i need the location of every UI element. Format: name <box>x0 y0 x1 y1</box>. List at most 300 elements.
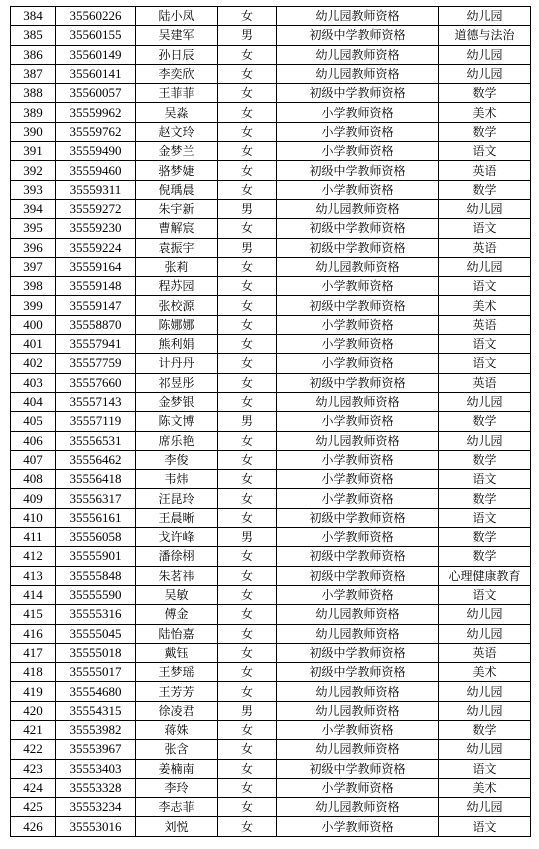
cell-subject: 数学 <box>439 180 531 199</box>
cell-gender: 女 <box>218 219 277 238</box>
cell-name: 吴敏 <box>136 585 218 604</box>
cell-candidate-id: 35557119 <box>56 412 136 431</box>
cell-gender: 男 <box>218 199 277 218</box>
cell-qualification: 初级中学教师资格 <box>277 26 439 45</box>
cell-gender: 男 <box>218 238 277 257</box>
table-row <box>11 199 531 218</box>
cell-qualification: 幼儿园教师资格 <box>277 605 439 624</box>
cell-qualification: 幼儿园教师资格 <box>277 45 439 64</box>
cell-gender: 女 <box>218 64 277 83</box>
cell-name: 王菲菲 <box>136 84 218 103</box>
cell-subject: 语文 <box>439 470 531 489</box>
cell-gender: 女 <box>218 84 277 103</box>
cell-gender: 女 <box>218 354 277 373</box>
cell-subject: 英语 <box>439 643 531 662</box>
cell-candidate-id: 35556462 <box>56 450 136 469</box>
cell-name: 戴钰 <box>136 643 218 662</box>
cell-name: 陆小凤 <box>136 7 218 26</box>
cell-subject: 美术 <box>439 778 531 797</box>
cell-qualification: 初级中学教师资格 <box>277 643 439 662</box>
cell-qualification: 幼儿园教师资格 <box>277 682 439 701</box>
cell-serial-number: 392 <box>11 161 56 180</box>
cell-subject: 数学 <box>439 450 531 469</box>
cell-qualification: 初级中学教师资格 <box>277 547 439 566</box>
cell-name: 徐凌君 <box>136 701 218 720</box>
table-row <box>11 161 531 180</box>
table-row <box>11 296 531 315</box>
cell-name: 张含 <box>136 740 218 759</box>
cell-candidate-id: 35553234 <box>56 798 136 817</box>
cell-subject: 语文 <box>439 277 531 296</box>
cell-gender: 女 <box>218 778 277 797</box>
cell-serial-number: 408 <box>11 470 56 489</box>
table-row <box>11 257 531 276</box>
cell-name: 曹解宸 <box>136 219 218 238</box>
table-row <box>11 392 531 411</box>
cell-candidate-id: 35557941 <box>56 335 136 354</box>
cell-gender: 女 <box>218 605 277 624</box>
cell-gender: 女 <box>218 335 277 354</box>
cell-gender: 女 <box>218 122 277 141</box>
cell-candidate-id: 35556058 <box>56 528 136 547</box>
cell-name: 蒋姝 <box>136 720 218 739</box>
cell-name: 李玲 <box>136 778 218 797</box>
table-row <box>11 740 531 759</box>
cell-serial-number: 394 <box>11 199 56 218</box>
cell-name: 王芳芳 <box>136 682 218 701</box>
cell-name: 戈许峰 <box>136 528 218 547</box>
cell-candidate-id: 35560149 <box>56 45 136 64</box>
cell-candidate-id: 35553403 <box>56 759 136 778</box>
cell-qualification: 小学教师资格 <box>277 470 439 489</box>
cell-gender: 女 <box>218 566 277 585</box>
cell-serial-number: 409 <box>11 489 56 508</box>
cell-qualification: 小学教师资格 <box>277 103 439 122</box>
cell-serial-number: 415 <box>11 605 56 624</box>
cell-qualification: 小学教师资格 <box>277 720 439 739</box>
cell-candidate-id: 35559460 <box>56 161 136 180</box>
cell-subject: 道德与法治 <box>439 26 531 45</box>
cell-qualification: 初级中学教师资格 <box>277 161 439 180</box>
cell-name: 李志菲 <box>136 798 218 817</box>
cell-subject: 语文 <box>439 759 531 778</box>
cell-candidate-id: 35557143 <box>56 392 136 411</box>
cell-name: 李奕欣 <box>136 64 218 83</box>
cell-qualification: 小学教师资格 <box>277 528 439 547</box>
cell-qualification: 初级中学教师资格 <box>277 566 439 585</box>
table-row <box>11 84 531 103</box>
cell-qualification: 幼儿园教师资格 <box>277 199 439 218</box>
cell-candidate-id: 35554315 <box>56 701 136 720</box>
cell-serial-number: 406 <box>11 431 56 450</box>
cell-name: 席乐艳 <box>136 431 218 450</box>
table-row <box>11 605 531 624</box>
cell-candidate-id: 35556418 <box>56 470 136 489</box>
cell-serial-number: 385 <box>11 26 56 45</box>
cell-gender: 男 <box>218 701 277 720</box>
cell-qualification: 小学教师资格 <box>277 817 439 836</box>
cell-candidate-id: 35553982 <box>56 720 136 739</box>
cell-gender: 女 <box>218 277 277 296</box>
table-row <box>11 277 531 296</box>
cell-candidate-id: 35557759 <box>56 354 136 373</box>
cell-gender: 女 <box>218 257 277 276</box>
table-row <box>11 450 531 469</box>
cell-qualification: 初级中学教师资格 <box>277 219 439 238</box>
cell-candidate-id: 35556531 <box>56 431 136 450</box>
cell-gender: 女 <box>218 643 277 662</box>
cell-gender: 女 <box>218 740 277 759</box>
cell-gender: 女 <box>218 470 277 489</box>
cell-candidate-id: 35560057 <box>56 84 136 103</box>
cell-subject: 幼儿园 <box>439 682 531 701</box>
table-row <box>11 219 531 238</box>
cell-gender: 女 <box>218 296 277 315</box>
cell-gender: 女 <box>218 720 277 739</box>
table-row <box>11 373 531 392</box>
cell-subject: 幼儿园 <box>439 64 531 83</box>
cell-serial-number: 413 <box>11 566 56 585</box>
table-row <box>11 566 531 585</box>
cell-qualification: 小学教师资格 <box>277 354 439 373</box>
cell-name: 韦炜 <box>136 470 218 489</box>
cell-candidate-id: 35558870 <box>56 315 136 334</box>
cell-name: 李俊 <box>136 450 218 469</box>
cell-subject: 幼儿园 <box>439 605 531 624</box>
cell-serial-number: 393 <box>11 180 56 199</box>
cell-subject: 数学 <box>439 547 531 566</box>
cell-serial-number: 422 <box>11 740 56 759</box>
cell-candidate-id: 35560155 <box>56 26 136 45</box>
cell-name: 朱宇新 <box>136 199 218 218</box>
cell-gender: 女 <box>218 585 277 604</box>
cell-subject: 美术 <box>439 296 531 315</box>
cell-gender: 女 <box>218 547 277 566</box>
cell-qualification: 幼儿园教师资格 <box>277 740 439 759</box>
cell-candidate-id: 35559230 <box>56 219 136 238</box>
table-row <box>11 354 531 373</box>
cell-name: 王晨晰 <box>136 508 218 527</box>
cell-candidate-id: 35559164 <box>56 257 136 276</box>
cell-gender: 女 <box>218 373 277 392</box>
cell-serial-number: 411 <box>11 528 56 547</box>
cell-name: 祁昱彤 <box>136 373 218 392</box>
cell-gender: 女 <box>218 489 277 508</box>
cell-serial-number: 401 <box>11 335 56 354</box>
table-row <box>11 663 531 682</box>
cell-qualification: 小学教师资格 <box>277 778 439 797</box>
cell-serial-number: 390 <box>11 122 56 141</box>
cell-name: 熊利娟 <box>136 335 218 354</box>
cell-serial-number: 423 <box>11 759 56 778</box>
table-row <box>11 817 531 836</box>
cell-candidate-id: 35560141 <box>56 64 136 83</box>
cell-gender: 女 <box>218 45 277 64</box>
cell-qualification: 幼儿园教师资格 <box>277 798 439 817</box>
cell-candidate-id: 35559490 <box>56 142 136 161</box>
cell-qualification: 初级中学教师资格 <box>277 759 439 778</box>
cell-serial-number: 388 <box>11 84 56 103</box>
cell-candidate-id: 35555018 <box>56 643 136 662</box>
cell-serial-number: 420 <box>11 701 56 720</box>
cell-serial-number: 402 <box>11 354 56 373</box>
cell-serial-number: 387 <box>11 64 56 83</box>
table-row <box>11 682 531 701</box>
cell-subject: 语文 <box>439 142 531 161</box>
cell-gender: 女 <box>218 759 277 778</box>
cell-serial-number: 403 <box>11 373 56 392</box>
cell-qualification: 幼儿园教师资格 <box>277 64 439 83</box>
table-row <box>11 720 531 739</box>
cell-qualification: 初级中学教师资格 <box>277 663 439 682</box>
cell-serial-number: 425 <box>11 798 56 817</box>
cell-qualification: 小学教师资格 <box>277 122 439 141</box>
table-row <box>11 335 531 354</box>
results-table <box>10 6 531 837</box>
cell-serial-number: 426 <box>11 817 56 836</box>
table-row <box>11 528 531 547</box>
cell-candidate-id: 35553967 <box>56 740 136 759</box>
table-row <box>11 64 531 83</box>
cell-candidate-id: 35555901 <box>56 547 136 566</box>
cell-name: 朱茗祎 <box>136 566 218 585</box>
cell-gender: 女 <box>218 798 277 817</box>
cell-subject: 幼儿园 <box>439 257 531 276</box>
cell-name: 孙日辰 <box>136 45 218 64</box>
cell-subject: 数学 <box>439 528 531 547</box>
table-row <box>11 180 531 199</box>
cell-qualification: 初级中学教师资格 <box>277 508 439 527</box>
cell-serial-number: 391 <box>11 142 56 161</box>
table-row <box>11 7 531 26</box>
cell-qualification: 小学教师资格 <box>277 180 439 199</box>
cell-gender: 女 <box>218 161 277 180</box>
cell-qualification: 小学教师资格 <box>277 335 439 354</box>
table-row <box>11 508 531 527</box>
cell-candidate-id: 35559962 <box>56 103 136 122</box>
cell-qualification: 初级中学教师资格 <box>277 84 439 103</box>
cell-subject: 幼儿园 <box>439 45 531 64</box>
cell-candidate-id: 35555590 <box>56 585 136 604</box>
cell-subject: 幼儿园 <box>439 798 531 817</box>
cell-candidate-id: 35559272 <box>56 199 136 218</box>
table-row <box>11 122 531 141</box>
cell-name: 倪瑀晨 <box>136 180 218 199</box>
cell-gender: 女 <box>218 431 277 450</box>
cell-serial-number: 389 <box>11 103 56 122</box>
cell-serial-number: 396 <box>11 238 56 257</box>
cell-qualification: 小学教师资格 <box>277 412 439 431</box>
cell-candidate-id: 35556161 <box>56 508 136 527</box>
table-row <box>11 778 531 797</box>
cell-candidate-id: 35555045 <box>56 624 136 643</box>
cell-subject: 幼儿园 <box>439 431 531 450</box>
cell-gender: 女 <box>218 180 277 199</box>
cell-qualification: 幼儿园教师资格 <box>277 392 439 411</box>
cell-qualification: 幼儿园教师资格 <box>277 257 439 276</box>
cell-serial-number: 405 <box>11 412 56 431</box>
document-page <box>10 6 531 837</box>
cell-name: 金梦银 <box>136 392 218 411</box>
cell-subject: 美术 <box>439 103 531 122</box>
table-row <box>11 142 531 161</box>
cell-name: 陆怡嘉 <box>136 624 218 643</box>
cell-serial-number: 399 <box>11 296 56 315</box>
table-row <box>11 759 531 778</box>
cell-serial-number: 395 <box>11 219 56 238</box>
cell-serial-number: 414 <box>11 585 56 604</box>
cell-serial-number: 424 <box>11 778 56 797</box>
cell-qualification: 小学教师资格 <box>277 142 439 161</box>
cell-subject: 幼儿园 <box>439 199 531 218</box>
cell-candidate-id: 35559311 <box>56 180 136 199</box>
cell-qualification: 幼儿园教师资格 <box>277 7 439 26</box>
cell-qualification: 初级中学教师资格 <box>277 373 439 392</box>
cell-gender: 女 <box>218 7 277 26</box>
cell-serial-number: 398 <box>11 277 56 296</box>
cell-subject: 语文 <box>439 335 531 354</box>
cell-serial-number: 397 <box>11 257 56 276</box>
cell-subject: 心理健康教育 <box>439 566 531 585</box>
cell-qualification: 小学教师资格 <box>277 450 439 469</box>
cell-qualification: 小学教师资格 <box>277 489 439 508</box>
cell-subject: 数学 <box>439 489 531 508</box>
cell-subject: 幼儿园 <box>439 701 531 720</box>
cell-candidate-id: 35555316 <box>56 605 136 624</box>
cell-name: 骆梦婕 <box>136 161 218 180</box>
cell-gender: 女 <box>218 103 277 122</box>
cell-name: 刘悦 <box>136 817 218 836</box>
cell-gender: 男 <box>218 26 277 45</box>
cell-candidate-id: 35554680 <box>56 682 136 701</box>
cell-subject: 数学 <box>439 84 531 103</box>
cell-gender: 女 <box>218 142 277 161</box>
cell-subject: 美术 <box>439 663 531 682</box>
cell-qualification: 初级中学教师资格 <box>277 238 439 257</box>
table-row <box>11 431 531 450</box>
cell-candidate-id: 35559147 <box>56 296 136 315</box>
table-row <box>11 315 531 334</box>
cell-serial-number: 418 <box>11 663 56 682</box>
cell-subject: 幼儿园 <box>439 7 531 26</box>
table-row <box>11 26 531 45</box>
table-row <box>11 412 531 431</box>
cell-subject: 英语 <box>439 161 531 180</box>
cell-candidate-id: 35553016 <box>56 817 136 836</box>
cell-qualification: 幼儿园教师资格 <box>277 624 439 643</box>
cell-subject: 语文 <box>439 508 531 527</box>
cell-qualification: 小学教师资格 <box>277 585 439 604</box>
cell-gender: 女 <box>218 663 277 682</box>
cell-subject: 数学 <box>439 122 531 141</box>
cell-name: 陈娜娜 <box>136 315 218 334</box>
cell-qualification: 小学教师资格 <box>277 315 439 334</box>
cell-serial-number: 400 <box>11 315 56 334</box>
cell-candidate-id: 35560226 <box>56 7 136 26</box>
cell-serial-number: 384 <box>11 7 56 26</box>
cell-candidate-id: 35555848 <box>56 566 136 585</box>
cell-name: 程苏园 <box>136 277 218 296</box>
cell-name: 傅金 <box>136 605 218 624</box>
cell-gender: 女 <box>218 817 277 836</box>
cell-subject: 语文 <box>439 585 531 604</box>
table-row <box>11 470 531 489</box>
table-row <box>11 45 531 64</box>
cell-candidate-id: 35559148 <box>56 277 136 296</box>
table-row <box>11 238 531 257</box>
cell-serial-number: 386 <box>11 45 56 64</box>
cell-serial-number: 416 <box>11 624 56 643</box>
cell-name: 赵文玲 <box>136 122 218 141</box>
cell-subject: 数学 <box>439 720 531 739</box>
table-row <box>11 624 531 643</box>
cell-candidate-id: 35555017 <box>56 663 136 682</box>
cell-gender: 男 <box>218 412 277 431</box>
cell-gender: 女 <box>218 315 277 334</box>
cell-subject: 英语 <box>439 315 531 334</box>
cell-subject: 英语 <box>439 238 531 257</box>
cell-subject: 英语 <box>439 373 531 392</box>
table-row <box>11 547 531 566</box>
cell-qualification: 幼儿园教师资格 <box>277 431 439 450</box>
table-row <box>11 643 531 662</box>
cell-subject: 幼儿园 <box>439 624 531 643</box>
cell-name: 张校源 <box>136 296 218 315</box>
cell-name: 吴建军 <box>136 26 218 45</box>
cell-name: 王梦瑶 <box>136 663 218 682</box>
cell-qualification: 小学教师资格 <box>277 277 439 296</box>
cell-candidate-id: 35557660 <box>56 373 136 392</box>
cell-serial-number: 412 <box>11 547 56 566</box>
cell-qualification: 幼儿园教师资格 <box>277 701 439 720</box>
cell-name: 陈文博 <box>136 412 218 431</box>
cell-name: 潘徐栩 <box>136 547 218 566</box>
cell-candidate-id: 35556317 <box>56 489 136 508</box>
cell-gender: 女 <box>218 508 277 527</box>
cell-gender: 女 <box>218 682 277 701</box>
cell-gender: 女 <box>218 450 277 469</box>
cell-name: 吴淼 <box>136 103 218 122</box>
cell-candidate-id: 35559224 <box>56 238 136 257</box>
cell-gender: 女 <box>218 392 277 411</box>
table-row <box>11 489 531 508</box>
cell-subject: 语文 <box>439 219 531 238</box>
table-row <box>11 585 531 604</box>
cell-serial-number: 407 <box>11 450 56 469</box>
cell-name: 袁振宇 <box>136 238 218 257</box>
cell-subject: 语文 <box>439 817 531 836</box>
cell-subject: 语文 <box>439 354 531 373</box>
cell-name: 金梦兰 <box>136 142 218 161</box>
cell-serial-number: 421 <box>11 720 56 739</box>
cell-subject: 数学 <box>439 412 531 431</box>
cell-subject: 幼儿园 <box>439 740 531 759</box>
table-row <box>11 798 531 817</box>
cell-name: 计丹丹 <box>136 354 218 373</box>
cell-serial-number: 419 <box>11 682 56 701</box>
cell-name: 张莉 <box>136 257 218 276</box>
cell-qualification: 初级中学教师资格 <box>277 296 439 315</box>
cell-name: 汪昆玲 <box>136 489 218 508</box>
table-row <box>11 103 531 122</box>
cell-name: 姜楠南 <box>136 759 218 778</box>
cell-gender: 女 <box>218 624 277 643</box>
cell-subject: 幼儿园 <box>439 392 531 411</box>
cell-serial-number: 404 <box>11 392 56 411</box>
table-body <box>11 7 531 837</box>
cell-serial-number: 410 <box>11 508 56 527</box>
table-row <box>11 701 531 720</box>
